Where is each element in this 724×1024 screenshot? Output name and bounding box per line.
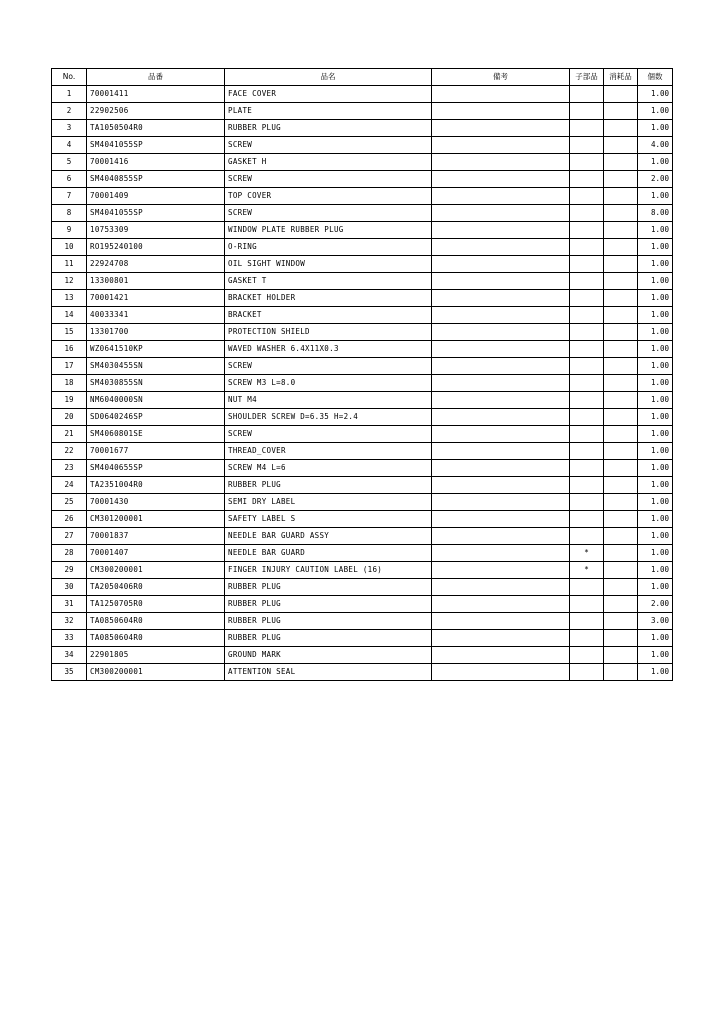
part-name: RUBBER PLUG xyxy=(225,596,432,613)
table-row xyxy=(52,103,673,120)
table-header-row xyxy=(52,69,673,86)
remarks-cell xyxy=(432,664,570,681)
consumable-mark xyxy=(604,154,638,171)
part-name: SEMI DRY LABEL xyxy=(225,494,432,511)
row-no: 14 xyxy=(52,307,87,324)
consumable-mark xyxy=(604,290,638,307)
header-part-name: 品名 xyxy=(225,69,432,86)
part-name: SCREW xyxy=(225,171,432,188)
table-row xyxy=(52,443,673,460)
part-name: TOP COVER xyxy=(225,188,432,205)
part-name: NEEDLE BAR GUARD xyxy=(225,545,432,562)
parts-list-sheet xyxy=(51,68,672,681)
parts-table xyxy=(51,68,673,681)
sub-part-mark xyxy=(570,324,604,341)
part-number: SM4041055SP xyxy=(87,205,225,222)
row-no: 23 xyxy=(52,460,87,477)
remarks-cell xyxy=(432,545,570,562)
consumable-mark xyxy=(604,120,638,137)
quantity: 1.00 xyxy=(638,222,673,239)
sub-part-mark xyxy=(570,392,604,409)
table-row xyxy=(52,324,673,341)
part-name: SCREW xyxy=(225,205,432,222)
sub-part-mark xyxy=(570,154,604,171)
part-name: WINDOW PLATE RUBBER PLUG xyxy=(225,222,432,239)
part-number: 70001837 xyxy=(87,528,225,545)
consumable-mark xyxy=(604,239,638,256)
row-no: 24 xyxy=(52,477,87,494)
part-number: 13300801 xyxy=(87,273,225,290)
consumable-mark xyxy=(604,205,638,222)
part-number: 40033341 xyxy=(87,307,225,324)
consumable-mark xyxy=(604,324,638,341)
part-name: RUBBER PLUG xyxy=(225,477,432,494)
quantity: 1.00 xyxy=(638,273,673,290)
row-no: 4 xyxy=(52,137,87,154)
table-row xyxy=(52,426,673,443)
table-row xyxy=(52,120,673,137)
remarks-cell xyxy=(432,188,570,205)
part-name: SCREW M3 L=8.0 xyxy=(225,375,432,392)
quantity: 1.00 xyxy=(638,341,673,358)
consumable-mark xyxy=(604,494,638,511)
table-row xyxy=(52,341,673,358)
part-number: RO195240100 xyxy=(87,239,225,256)
part-number: 70001421 xyxy=(87,290,225,307)
remarks-cell xyxy=(432,358,570,375)
row-no: 19 xyxy=(52,392,87,409)
consumable-mark xyxy=(604,86,638,103)
quantity: 1.00 xyxy=(638,460,673,477)
consumable-mark xyxy=(604,545,638,562)
row-no: 5 xyxy=(52,154,87,171)
part-name: PLATE xyxy=(225,103,432,120)
quantity: 1.00 xyxy=(638,307,673,324)
consumable-mark xyxy=(604,273,638,290)
consumable-mark xyxy=(604,579,638,596)
remarks-cell xyxy=(432,137,570,154)
part-number: 10753309 xyxy=(87,222,225,239)
remarks-cell xyxy=(432,443,570,460)
sub-part-mark xyxy=(570,579,604,596)
sub-part-mark xyxy=(570,358,604,375)
quantity: 1.00 xyxy=(638,579,673,596)
part-number: 70001411 xyxy=(87,86,225,103)
part-number: SM4040855SP xyxy=(87,171,225,188)
part-name: NUT M4 xyxy=(225,392,432,409)
sub-part-mark xyxy=(570,120,604,137)
consumable-mark xyxy=(604,222,638,239)
consumable-mark xyxy=(604,103,638,120)
table-row xyxy=(52,154,673,171)
consumable-mark xyxy=(604,630,638,647)
sub-part-mark xyxy=(570,528,604,545)
consumable-mark xyxy=(604,375,638,392)
row-no: 32 xyxy=(52,613,87,630)
table-row xyxy=(52,613,673,630)
sub-part-mark xyxy=(570,222,604,239)
remarks-cell xyxy=(432,477,570,494)
part-number: 70001430 xyxy=(87,494,225,511)
part-name: O-RING xyxy=(225,239,432,256)
quantity: 8.00 xyxy=(638,205,673,222)
row-no: 34 xyxy=(52,647,87,664)
row-no: 31 xyxy=(52,596,87,613)
consumable-mark xyxy=(604,613,638,630)
part-number: 22924708 xyxy=(87,256,225,273)
sub-part-mark xyxy=(570,596,604,613)
remarks-cell xyxy=(432,528,570,545)
table-row xyxy=(52,528,673,545)
remarks-cell xyxy=(432,154,570,171)
sub-part-mark xyxy=(570,664,604,681)
sub-part-mark xyxy=(570,290,604,307)
table-row xyxy=(52,392,673,409)
remarks-cell xyxy=(432,511,570,528)
sub-part-mark xyxy=(570,341,604,358)
part-name: RUBBER PLUG xyxy=(225,630,432,647)
quantity: 1.00 xyxy=(638,443,673,460)
row-no: 26 xyxy=(52,511,87,528)
consumable-mark xyxy=(604,647,638,664)
part-number: TA2351004R0 xyxy=(87,477,225,494)
part-number: 70001416 xyxy=(87,154,225,171)
sub-part-mark xyxy=(570,477,604,494)
quantity: 1.00 xyxy=(638,562,673,579)
row-no: 16 xyxy=(52,341,87,358)
table-row xyxy=(52,137,673,154)
table-row xyxy=(52,647,673,664)
table-row xyxy=(52,86,673,103)
consumable-mark xyxy=(604,426,638,443)
remarks-cell xyxy=(432,494,570,511)
sub-part-mark xyxy=(570,630,604,647)
sub-part-mark xyxy=(570,137,604,154)
sub-part-mark xyxy=(570,205,604,222)
consumable-mark xyxy=(604,511,638,528)
sub-part-mark xyxy=(570,239,604,256)
quantity: 1.00 xyxy=(638,630,673,647)
quantity: 1.00 xyxy=(638,120,673,137)
remarks-cell xyxy=(432,596,570,613)
consumable-mark xyxy=(604,409,638,426)
quantity: 1.00 xyxy=(638,256,673,273)
table-row xyxy=(52,460,673,477)
part-name: GROUND MARK xyxy=(225,647,432,664)
header-qty: 個数 xyxy=(638,69,673,86)
part-name: BRACKET HOLDER xyxy=(225,290,432,307)
remarks-cell xyxy=(432,562,570,579)
consumable-mark xyxy=(604,341,638,358)
part-number: TA0850604R0 xyxy=(87,630,225,647)
remarks-cell xyxy=(432,392,570,409)
row-no: 35 xyxy=(52,664,87,681)
table-row xyxy=(52,358,673,375)
row-no: 6 xyxy=(52,171,87,188)
row-no: 25 xyxy=(52,494,87,511)
consumable-mark xyxy=(604,528,638,545)
quantity: 1.00 xyxy=(638,426,673,443)
quantity: 3.00 xyxy=(638,613,673,630)
part-number: NM6040000SN xyxy=(87,392,225,409)
table-row xyxy=(52,239,673,256)
part-number: 22902506 xyxy=(87,103,225,120)
row-no: 10 xyxy=(52,239,87,256)
table-row xyxy=(52,545,673,562)
part-number: CM300200001 xyxy=(87,562,225,579)
quantity: 1.00 xyxy=(638,324,673,341)
quantity: 1.00 xyxy=(638,358,673,375)
quantity: 1.00 xyxy=(638,154,673,171)
sub-part-mark xyxy=(570,613,604,630)
table-row xyxy=(52,511,673,528)
row-no: 1 xyxy=(52,86,87,103)
remarks-cell xyxy=(432,613,570,630)
row-no: 15 xyxy=(52,324,87,341)
table-row xyxy=(52,171,673,188)
consumable-mark xyxy=(604,137,638,154)
quantity: 1.00 xyxy=(638,375,673,392)
sub-part-mark xyxy=(570,409,604,426)
remarks-cell xyxy=(432,579,570,596)
remarks-cell xyxy=(432,86,570,103)
quantity: 1.00 xyxy=(638,528,673,545)
table-row xyxy=(52,579,673,596)
quantity: 1.00 xyxy=(638,647,673,664)
sub-part-mark xyxy=(570,494,604,511)
table-row xyxy=(52,205,673,222)
quantity: 1.00 xyxy=(638,239,673,256)
part-name: RUBBER PLUG xyxy=(225,579,432,596)
part-number: 13301700 xyxy=(87,324,225,341)
part-name: GASKET H xyxy=(225,154,432,171)
quantity: 2.00 xyxy=(638,171,673,188)
consumable-mark xyxy=(604,477,638,494)
part-name: OIL SIGHT WINDOW xyxy=(225,256,432,273)
remarks-cell xyxy=(432,205,570,222)
part-name: RUBBER PLUG xyxy=(225,613,432,630)
row-no: 12 xyxy=(52,273,87,290)
part-name: PROTECTION SHIELD xyxy=(225,324,432,341)
part-number: CM300200001 xyxy=(87,664,225,681)
quantity: 2.00 xyxy=(638,596,673,613)
part-number: TA1250705R0 xyxy=(87,596,225,613)
table-row xyxy=(52,273,673,290)
row-no: 8 xyxy=(52,205,87,222)
remarks-cell xyxy=(432,409,570,426)
consumable-mark xyxy=(604,392,638,409)
part-name: NEEDLE BAR GUARD ASSY xyxy=(225,528,432,545)
remarks-cell xyxy=(432,239,570,256)
remarks-cell xyxy=(432,103,570,120)
row-no: 9 xyxy=(52,222,87,239)
header-remarks: 備考 xyxy=(432,69,570,86)
remarks-cell xyxy=(432,426,570,443)
part-number: WZ0641510KP xyxy=(87,341,225,358)
part-number: 70001409 xyxy=(87,188,225,205)
part-name: ATTENTION SEAL xyxy=(225,664,432,681)
part-number: SM4030855SN xyxy=(87,375,225,392)
part-number: TA0850604R0 xyxy=(87,613,225,630)
part-number: SD0640246SP xyxy=(87,409,225,426)
sub-part-mark xyxy=(570,86,604,103)
part-number: 22901805 xyxy=(87,647,225,664)
remarks-cell xyxy=(432,307,570,324)
quantity: 1.00 xyxy=(638,103,673,120)
part-name: SHOULDER SCREW D=6.35 H=2.4 xyxy=(225,409,432,426)
header-sub-part: 子部品 xyxy=(570,69,604,86)
row-no: 27 xyxy=(52,528,87,545)
quantity: 1.00 xyxy=(638,664,673,681)
sub-part-mark xyxy=(570,307,604,324)
remarks-cell xyxy=(432,341,570,358)
part-number: SM4030455SN xyxy=(87,358,225,375)
quantity: 1.00 xyxy=(638,511,673,528)
consumable-mark xyxy=(604,596,638,613)
part-number: 70001407 xyxy=(87,545,225,562)
row-no: 17 xyxy=(52,358,87,375)
quantity: 1.00 xyxy=(638,477,673,494)
table-row xyxy=(52,290,673,307)
part-name: FACE COVER xyxy=(225,86,432,103)
consumable-mark xyxy=(604,307,638,324)
table-row xyxy=(52,477,673,494)
row-no: 28 xyxy=(52,545,87,562)
quantity: 1.00 xyxy=(638,494,673,511)
quantity: 1.00 xyxy=(638,188,673,205)
part-name: GASKET T xyxy=(225,273,432,290)
part-name: SCREW xyxy=(225,137,432,154)
table-row xyxy=(52,494,673,511)
sub-part-mark xyxy=(570,171,604,188)
table-row xyxy=(52,562,673,579)
consumable-mark xyxy=(604,664,638,681)
part-name: SCREW xyxy=(225,358,432,375)
part-number: CM301200001 xyxy=(87,511,225,528)
part-number: TA1050504R0 xyxy=(87,120,225,137)
sub-part-mark: * xyxy=(570,545,604,562)
part-name: FINGER INJURY CAUTION LABEL (16) xyxy=(225,562,432,579)
remarks-cell xyxy=(432,273,570,290)
part-name: BRACKET xyxy=(225,307,432,324)
part-name: SCREW xyxy=(225,426,432,443)
quantity: 1.00 xyxy=(638,409,673,426)
sub-part-mark xyxy=(570,188,604,205)
table-row xyxy=(52,664,673,681)
remarks-cell xyxy=(432,375,570,392)
part-name: RUBBER PLUG xyxy=(225,120,432,137)
row-no: 21 xyxy=(52,426,87,443)
row-no: 29 xyxy=(52,562,87,579)
parts-table-body xyxy=(52,86,673,681)
sub-part-mark: * xyxy=(570,562,604,579)
row-no: 11 xyxy=(52,256,87,273)
row-no: 30 xyxy=(52,579,87,596)
consumable-mark xyxy=(604,443,638,460)
consumable-mark xyxy=(604,256,638,273)
part-number: SM4040655SP xyxy=(87,460,225,477)
quantity: 1.00 xyxy=(638,392,673,409)
row-no: 3 xyxy=(52,120,87,137)
table-row xyxy=(52,222,673,239)
remarks-cell xyxy=(432,222,570,239)
part-number: SM4041055SP xyxy=(87,137,225,154)
quantity: 1.00 xyxy=(638,290,673,307)
header-part-no: 品番 xyxy=(87,69,225,86)
sub-part-mark xyxy=(570,647,604,664)
row-no: 22 xyxy=(52,443,87,460)
remarks-cell xyxy=(432,324,570,341)
sub-part-mark xyxy=(570,460,604,477)
row-no: 33 xyxy=(52,630,87,647)
table-row xyxy=(52,307,673,324)
remarks-cell xyxy=(432,460,570,477)
row-no: 2 xyxy=(52,103,87,120)
remarks-cell xyxy=(432,630,570,647)
sub-part-mark xyxy=(570,375,604,392)
part-number: TA2050406R0 xyxy=(87,579,225,596)
sub-part-mark xyxy=(570,426,604,443)
row-no: 20 xyxy=(52,409,87,426)
quantity: 1.00 xyxy=(638,86,673,103)
consumable-mark xyxy=(604,171,638,188)
part-name: SCREW M4 L=6 xyxy=(225,460,432,477)
part-name: SAFETY LABEL S xyxy=(225,511,432,528)
sub-part-mark xyxy=(570,256,604,273)
sub-part-mark xyxy=(570,273,604,290)
sub-part-mark xyxy=(570,511,604,528)
table-row xyxy=(52,256,673,273)
header-consumable: 消耗品 xyxy=(604,69,638,86)
consumable-mark xyxy=(604,358,638,375)
quantity: 1.00 xyxy=(638,545,673,562)
part-name: WAVED WASHER 6.4X11X0.3 xyxy=(225,341,432,358)
row-no: 18 xyxy=(52,375,87,392)
remarks-cell xyxy=(432,171,570,188)
remarks-cell xyxy=(432,290,570,307)
row-no: 13 xyxy=(52,290,87,307)
table-row xyxy=(52,596,673,613)
part-name: THREAD_COVER xyxy=(225,443,432,460)
consumable-mark xyxy=(604,460,638,477)
remarks-cell xyxy=(432,647,570,664)
consumable-mark xyxy=(604,188,638,205)
row-no: 7 xyxy=(52,188,87,205)
sub-part-mark xyxy=(570,443,604,460)
sub-part-mark xyxy=(570,103,604,120)
table-row xyxy=(52,409,673,426)
quantity: 4.00 xyxy=(638,137,673,154)
part-number: 70001677 xyxy=(87,443,225,460)
header-no: No. xyxy=(52,69,87,86)
part-number: SM4060801SE xyxy=(87,426,225,443)
table-row xyxy=(52,188,673,205)
remarks-cell xyxy=(432,256,570,273)
table-row xyxy=(52,630,673,647)
table-row xyxy=(52,375,673,392)
remarks-cell xyxy=(432,120,570,137)
consumable-mark xyxy=(604,562,638,579)
